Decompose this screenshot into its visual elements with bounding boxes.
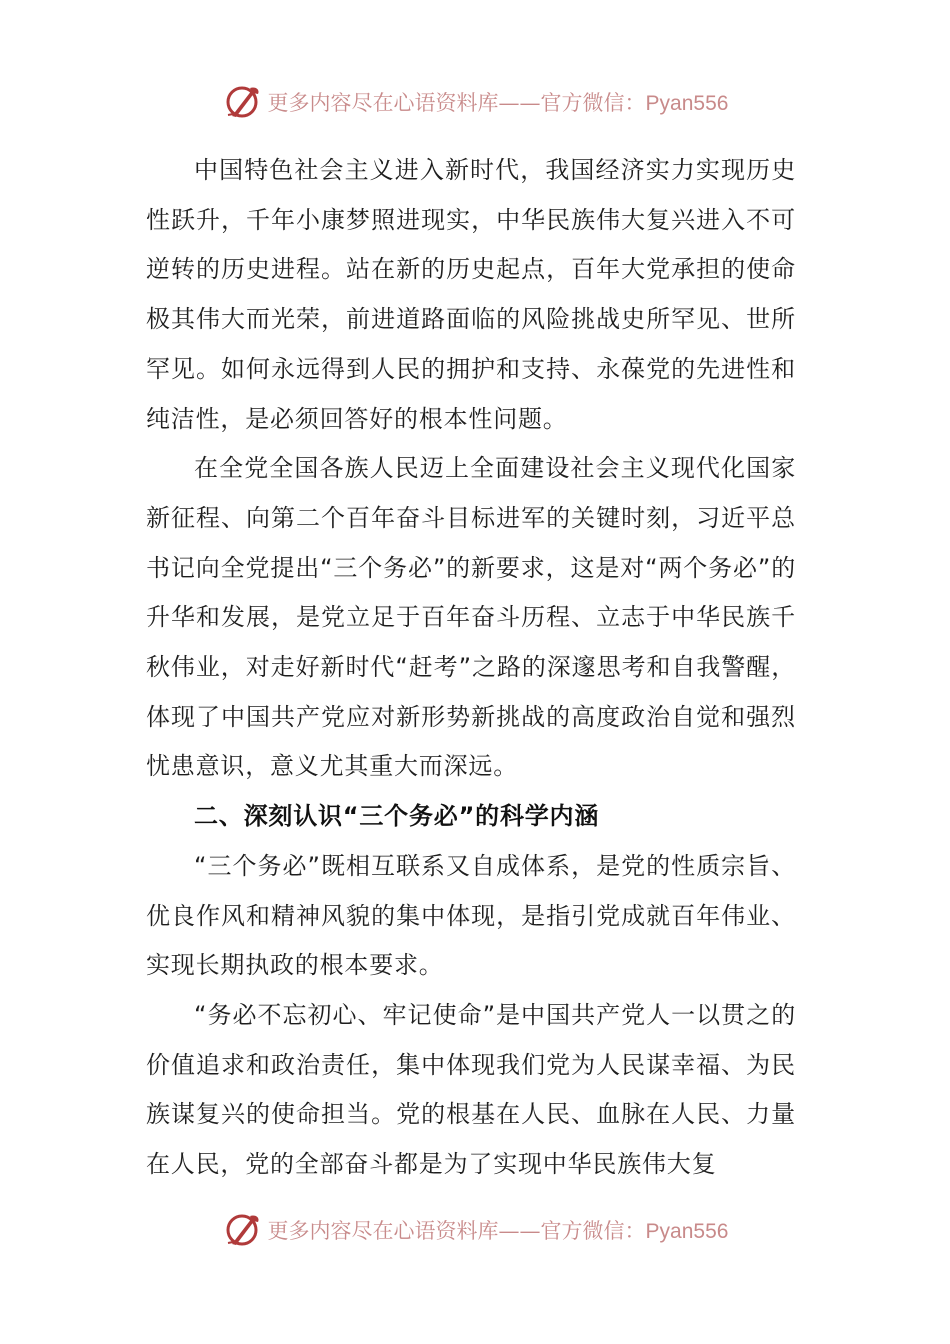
paragraph-1: 中国特色社会主义进入新时代，我国经济实力实现历史性跃升，千年小康梦照进现实，中华民族伟大复兴进入不可逆转的历史进程。站在新的历史起点，百年大党承担的使命极其伟大而光荣，前进道路面临的风险挑战史所罕见、世所罕见。如何永远得到人民的拥护和支持、永葆党的先进性和纯洁性，是必须回答好的根本性问题。: [146, 156, 796, 433]
paragraph-3: “三个务必”既相互联系又自成体系，是党的性质宗旨、优良作风和精神风貌的集中体现，是指引党成就百年伟业、实现长期执政的根本要求。: [146, 851, 796, 980]
paragraph-2: 在全党全国各族人民迈上全面建设社会主义现代化国家新征程、向第二个百年奋斗目标进军的关键时刻，习近平总书记向全党提出“三个务必”的新要求，这是对“两个务必”的升华和发展，是党立足于百年奋斗历程、立志于中华民族千秋伟业，对走好新时代“赶考”之路的深邃思考和自我警醒，体现了中国共产党应对新形势新挑战的高度政治自觉和强烈忧患意识，意义尤其重大而深远。: [146, 454, 796, 781]
watermark-wechat-label: 官方微信：: [540, 91, 646, 115]
footer-watermark: [0, 1208, 950, 1252]
watermark-wechat-id: Pyan556: [645, 92, 729, 115]
watermark-dash: ——: [498, 91, 541, 115]
article-body: [146, 146, 796, 1190]
section-heading: 二、深刻认识“三个务必”的科学内涵: [194, 802, 600, 831]
watermark-wechat-label: 官方微信：: [540, 1219, 646, 1243]
header-watermark: [0, 80, 950, 124]
watermark-text: [268, 87, 729, 117]
watermark-wechat-id: Pyan556: [645, 1220, 729, 1243]
watermark-label: 更多内容尽在心语资料库: [267, 91, 499, 115]
paragraph-4: “务必不忘初心、牢记使命”是中国共产党人一以贯之的价值追求和政治责任，集中体现我们党为人民谋幸福、为民族谋复兴的使命担当。党的根基在人民、血脉在人民、力量在人民，党的全部奋斗都是为了实现中华民族伟大复: [146, 1000, 796, 1179]
watermark-dash: ——: [498, 1219, 541, 1243]
watermark-text: [268, 1215, 729, 1245]
quill-logo-icon: [222, 1210, 262, 1250]
quill-logo-icon: [222, 82, 262, 122]
watermark-label: 更多内容尽在心语资料库: [267, 1219, 499, 1243]
